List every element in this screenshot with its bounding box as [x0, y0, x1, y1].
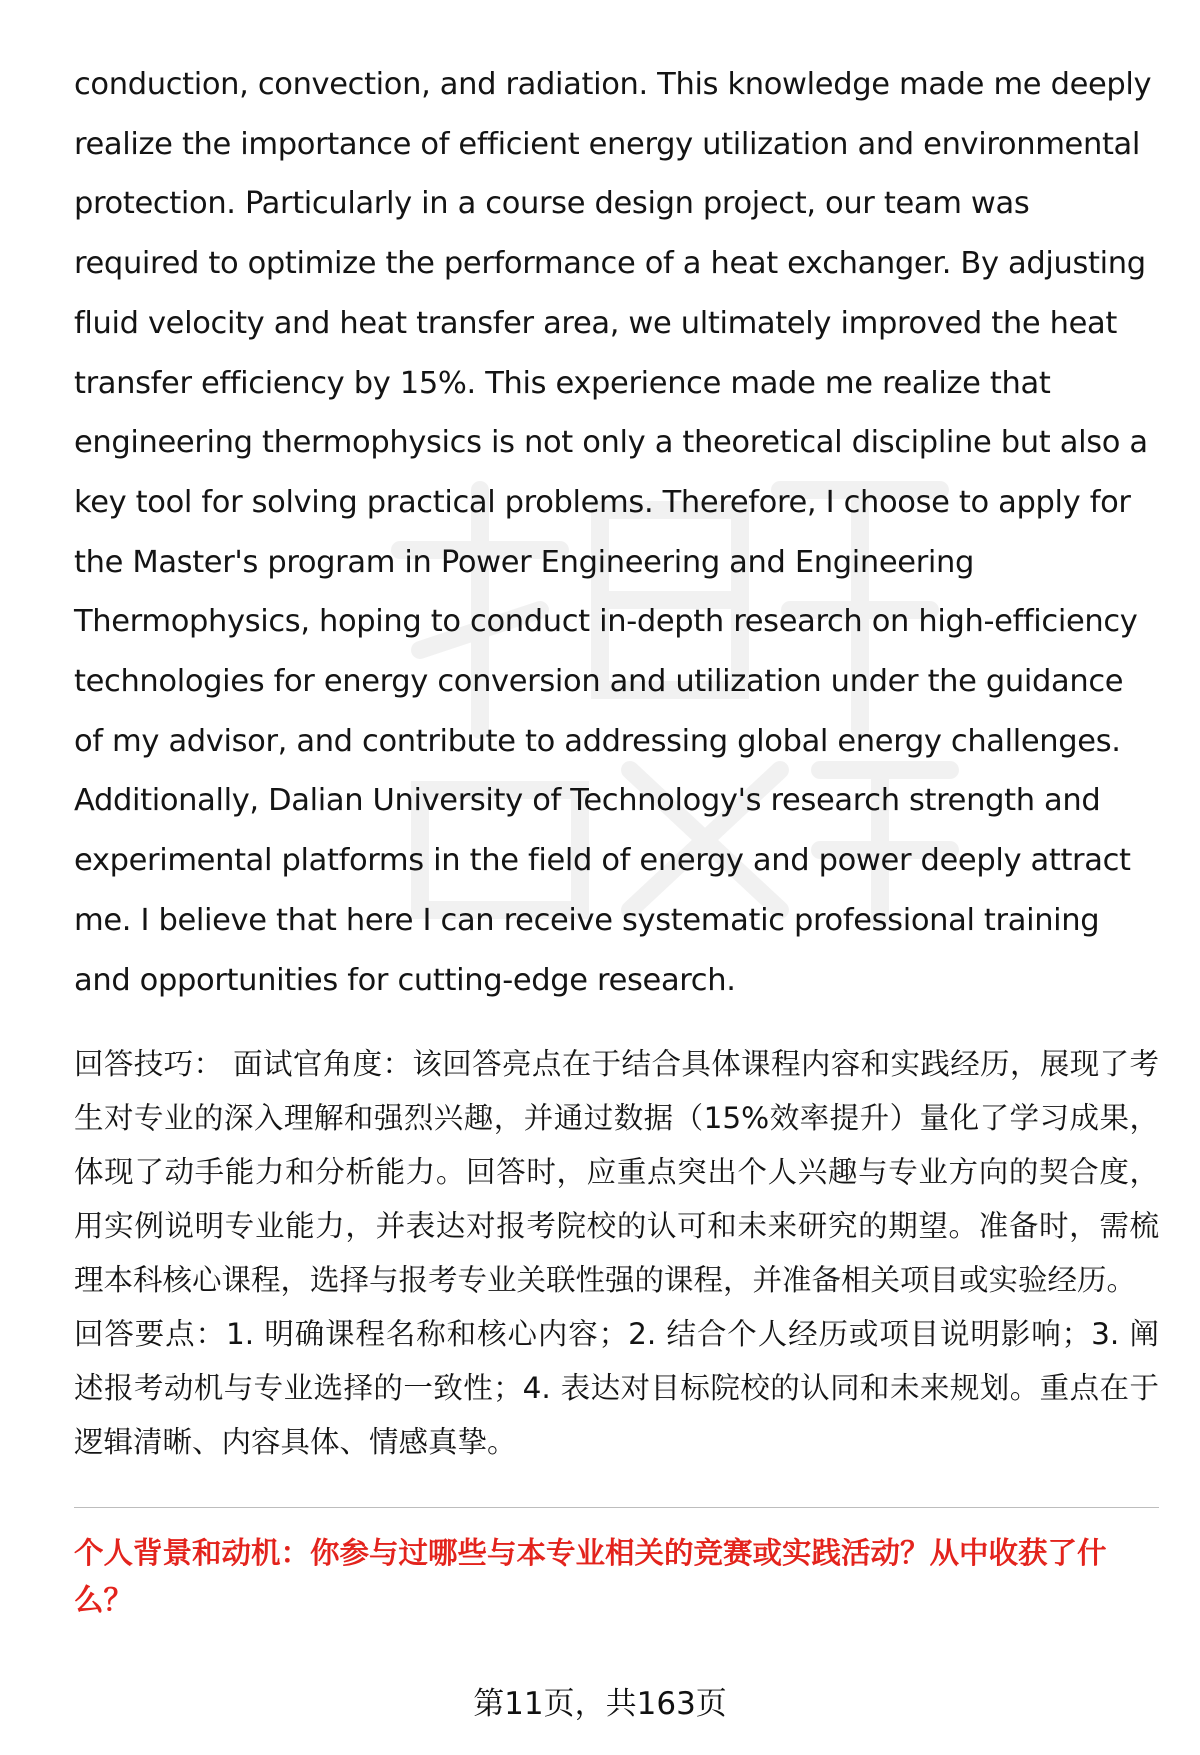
section-divider — [74, 1507, 1159, 1508]
answer-key-points-text: 回答要点：1. 明确课程名称和核心内容；2. 结合个人经历或项目说明影响；3. 阐述报考动机与专业选择的一致性；4. 表达对目标院校的认同和未来规划。重点在于逻辑清晰、内容具体、情感真挚。 — [74, 1317, 1159, 1460]
answer-paragraph: conduction, convection, and radiation. This knowledge made me deeply realize the importance of efficient energy utilization and environmental protection. Particularly in a course design project, our team was required to optimize the performance of a heat exchanger. By adjusting fluid velocity and heat transfer area, we ultimately improved the heat transfer efficiency by 15%. This experience made me realize that engineering thermophysics is not only a theoretical discipline but also a key tool for solving practical problems. Therefore, I choose to apply for the Master's program in Power Engineering and Engineering Thermophysics, hoping to conduct in-depth research on high-efficiency technologies for energy conversion and utilization under the guidance of my advisor, and contribute to addressing global energy challenges. Additionally, Dalian University of Technology's research strength and experimental platforms in the field of energy and power deeply attract me. I believe that here I can receive systematic professional training and opportunities for cutting-edge research. — [74, 67, 1152, 998]
answer-tips-block — [74, 1037, 1159, 1469]
document-page — [74, 55, 1159, 1469]
answer-skills-text: 回答技巧： 面试官角度：该回答亮点在于结合具体课程内容和实践经历，展现了考生对专业的深入理解和强烈兴趣，并通过数据（15%效率提升）量化了学习成果，体现了动手能力和分析能力。回答时，应重点突出个人兴趣与专业方向的契合度，用实例说明专业能力，并表达对报考院校的认可和未来研究的期望。准备时，需梳理本科核心课程，选择与报考专业关联性强的课程，并准备相关项目或实验经历。 — [74, 1047, 1159, 1298]
next-question-heading: 个人背景和动机：你参与过哪些与本专业相关的竞赛或实践活动？从中收获了什么？ — [74, 1536, 1107, 1617]
page-number-footer: 第11页，共163页 — [473, 1686, 727, 1722]
